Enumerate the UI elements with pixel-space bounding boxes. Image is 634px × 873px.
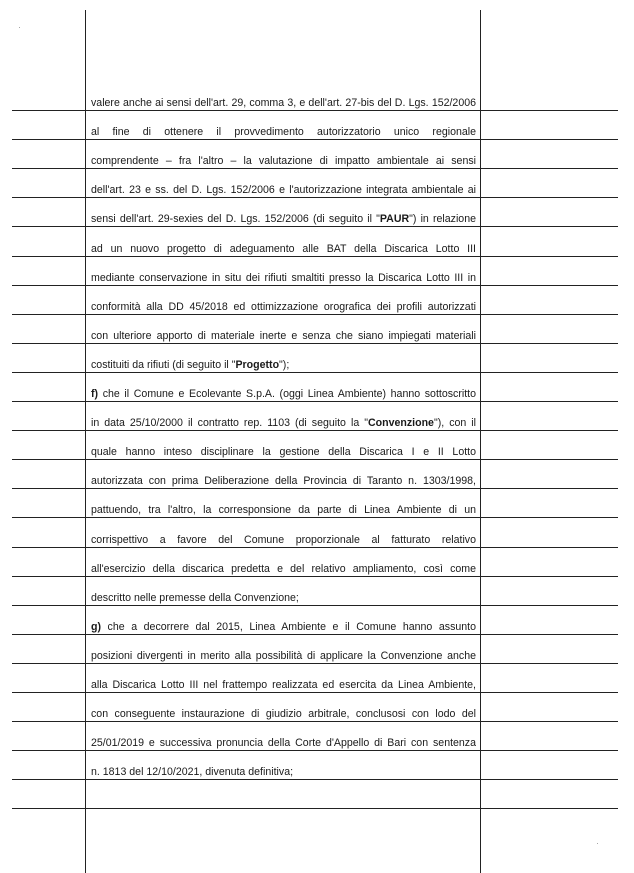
text-line [91,474,476,488]
text-run: ") in relazione [409,213,476,226]
bold-term: f) [91,388,99,400]
text-line [91,96,476,110]
text-run: con ulteriore apporto di materiale inerte e senza che siano impiegati materiali [91,329,476,342]
text-run: che il Comune e Ecolevante S.p.A. (oggi Linea Ambiente) hanno sottoscritto [98,388,476,400]
text-run: pattuendo, tra l'altro, la corresponsione da parte di Linea Ambiente di un [91,504,476,517]
text-run: in data 25/10/2000 il contratto rep. 1103 (di seguito la " [91,417,369,430]
text-run: mediante conservazione in situ dei rifiuti smaltiti presso la Discarica Lotto III in [91,271,476,284]
text-run: conformità alla DD 45/2018 ed ottimizzazione orografica dei profili autorizzati [91,300,476,313]
text-line [91,300,476,314]
text-line [91,678,476,692]
text-line [91,183,476,197]
bold-term: PAUR [379,213,410,226]
scan-mark: · [596,838,599,848]
text-line [91,387,476,401]
text-line [91,562,476,576]
text-line [91,649,476,663]
text-run: autorizzata con prima Deliberazione della Provincia di Taranto n. 1303/1998, [91,475,476,488]
text-line [91,736,476,750]
text-run: "); [279,358,290,371]
text-line [91,242,476,256]
text-line [91,154,476,168]
text-line [91,271,476,285]
text-run: costituiti da rifiuti (di seguito il " [91,358,236,371]
text-run: alla Discarica Lotto III nel frattempo realizzata ed esercita da Linea Ambiente, [91,679,476,691]
text-run: comprendente – fra l'altro – la valutazione di impatto ambientale ai sensi [91,155,476,168]
text-run: n. 1813 del 12/10/2021, divenuta definitiva; [91,766,294,779]
text-line [91,125,476,139]
text-line [91,707,476,721]
text-line [91,329,476,343]
text-line [91,416,476,430]
text-run: "), con il [433,417,476,430]
text-run: 25/01/2019 e successiva pronuncia della Corte d'Appello di Bari con sentenza [91,737,476,750]
text-run: dell'art. 23 e ss. del D. Lgs. 152/2006 e l'autorizzazione integrata ambientale ai [91,184,476,197]
text-run: descritto nelle premesse della Convenzione; [91,591,299,604]
bold-term: Progetto [235,358,280,371]
text-line [91,765,476,779]
text-run: con conseguente instaurazione di giudizio arbitrale, conclusosi con lodo del [91,708,476,721]
text-run: ad un nuovo progetto di adeguamento alle BAT della Discarica Lotto III [91,242,476,255]
text-run: valere anche ai sensi dell'art. 29, comma 3, e dell'art. 27-bis del D. Lgs. 152/2006 [91,97,476,109]
text-run: al fine di ottenere il provvedimento autorizzatorio unico regionale [91,126,476,139]
text-run: che a decorrere dal 2015, Linea Ambiente e il Comune hanno assunto [101,620,476,633]
text-run: posizioni divergenti in merito alla possibilità di applicare la Convenzione anche [91,649,476,662]
text-run: all'esercizio della discarica predetta e del relativo ampliamento, così come [91,562,476,575]
text-line [91,533,476,547]
bold-term: Convenzione [368,417,434,430]
text-line [91,212,476,226]
text-line [91,620,476,634]
bold-term: g) [91,620,101,633]
text-run: corrispettivo a favore del Comune proporzionale al fatturato relativo [91,533,476,546]
text-line [91,445,476,459]
body-text [91,0,476,873]
scan-mark: · [18,22,21,32]
text-line [91,503,476,517]
text-run: quale hanno inteso disciplinare la gestione della Discarica I e II Lotto [91,446,476,459]
text-line [91,591,476,605]
text-line [91,358,476,372]
text-run: sensi dell'art. 29-sexies del D. Lgs. 152/2006 (di seguito il " [91,213,380,226]
